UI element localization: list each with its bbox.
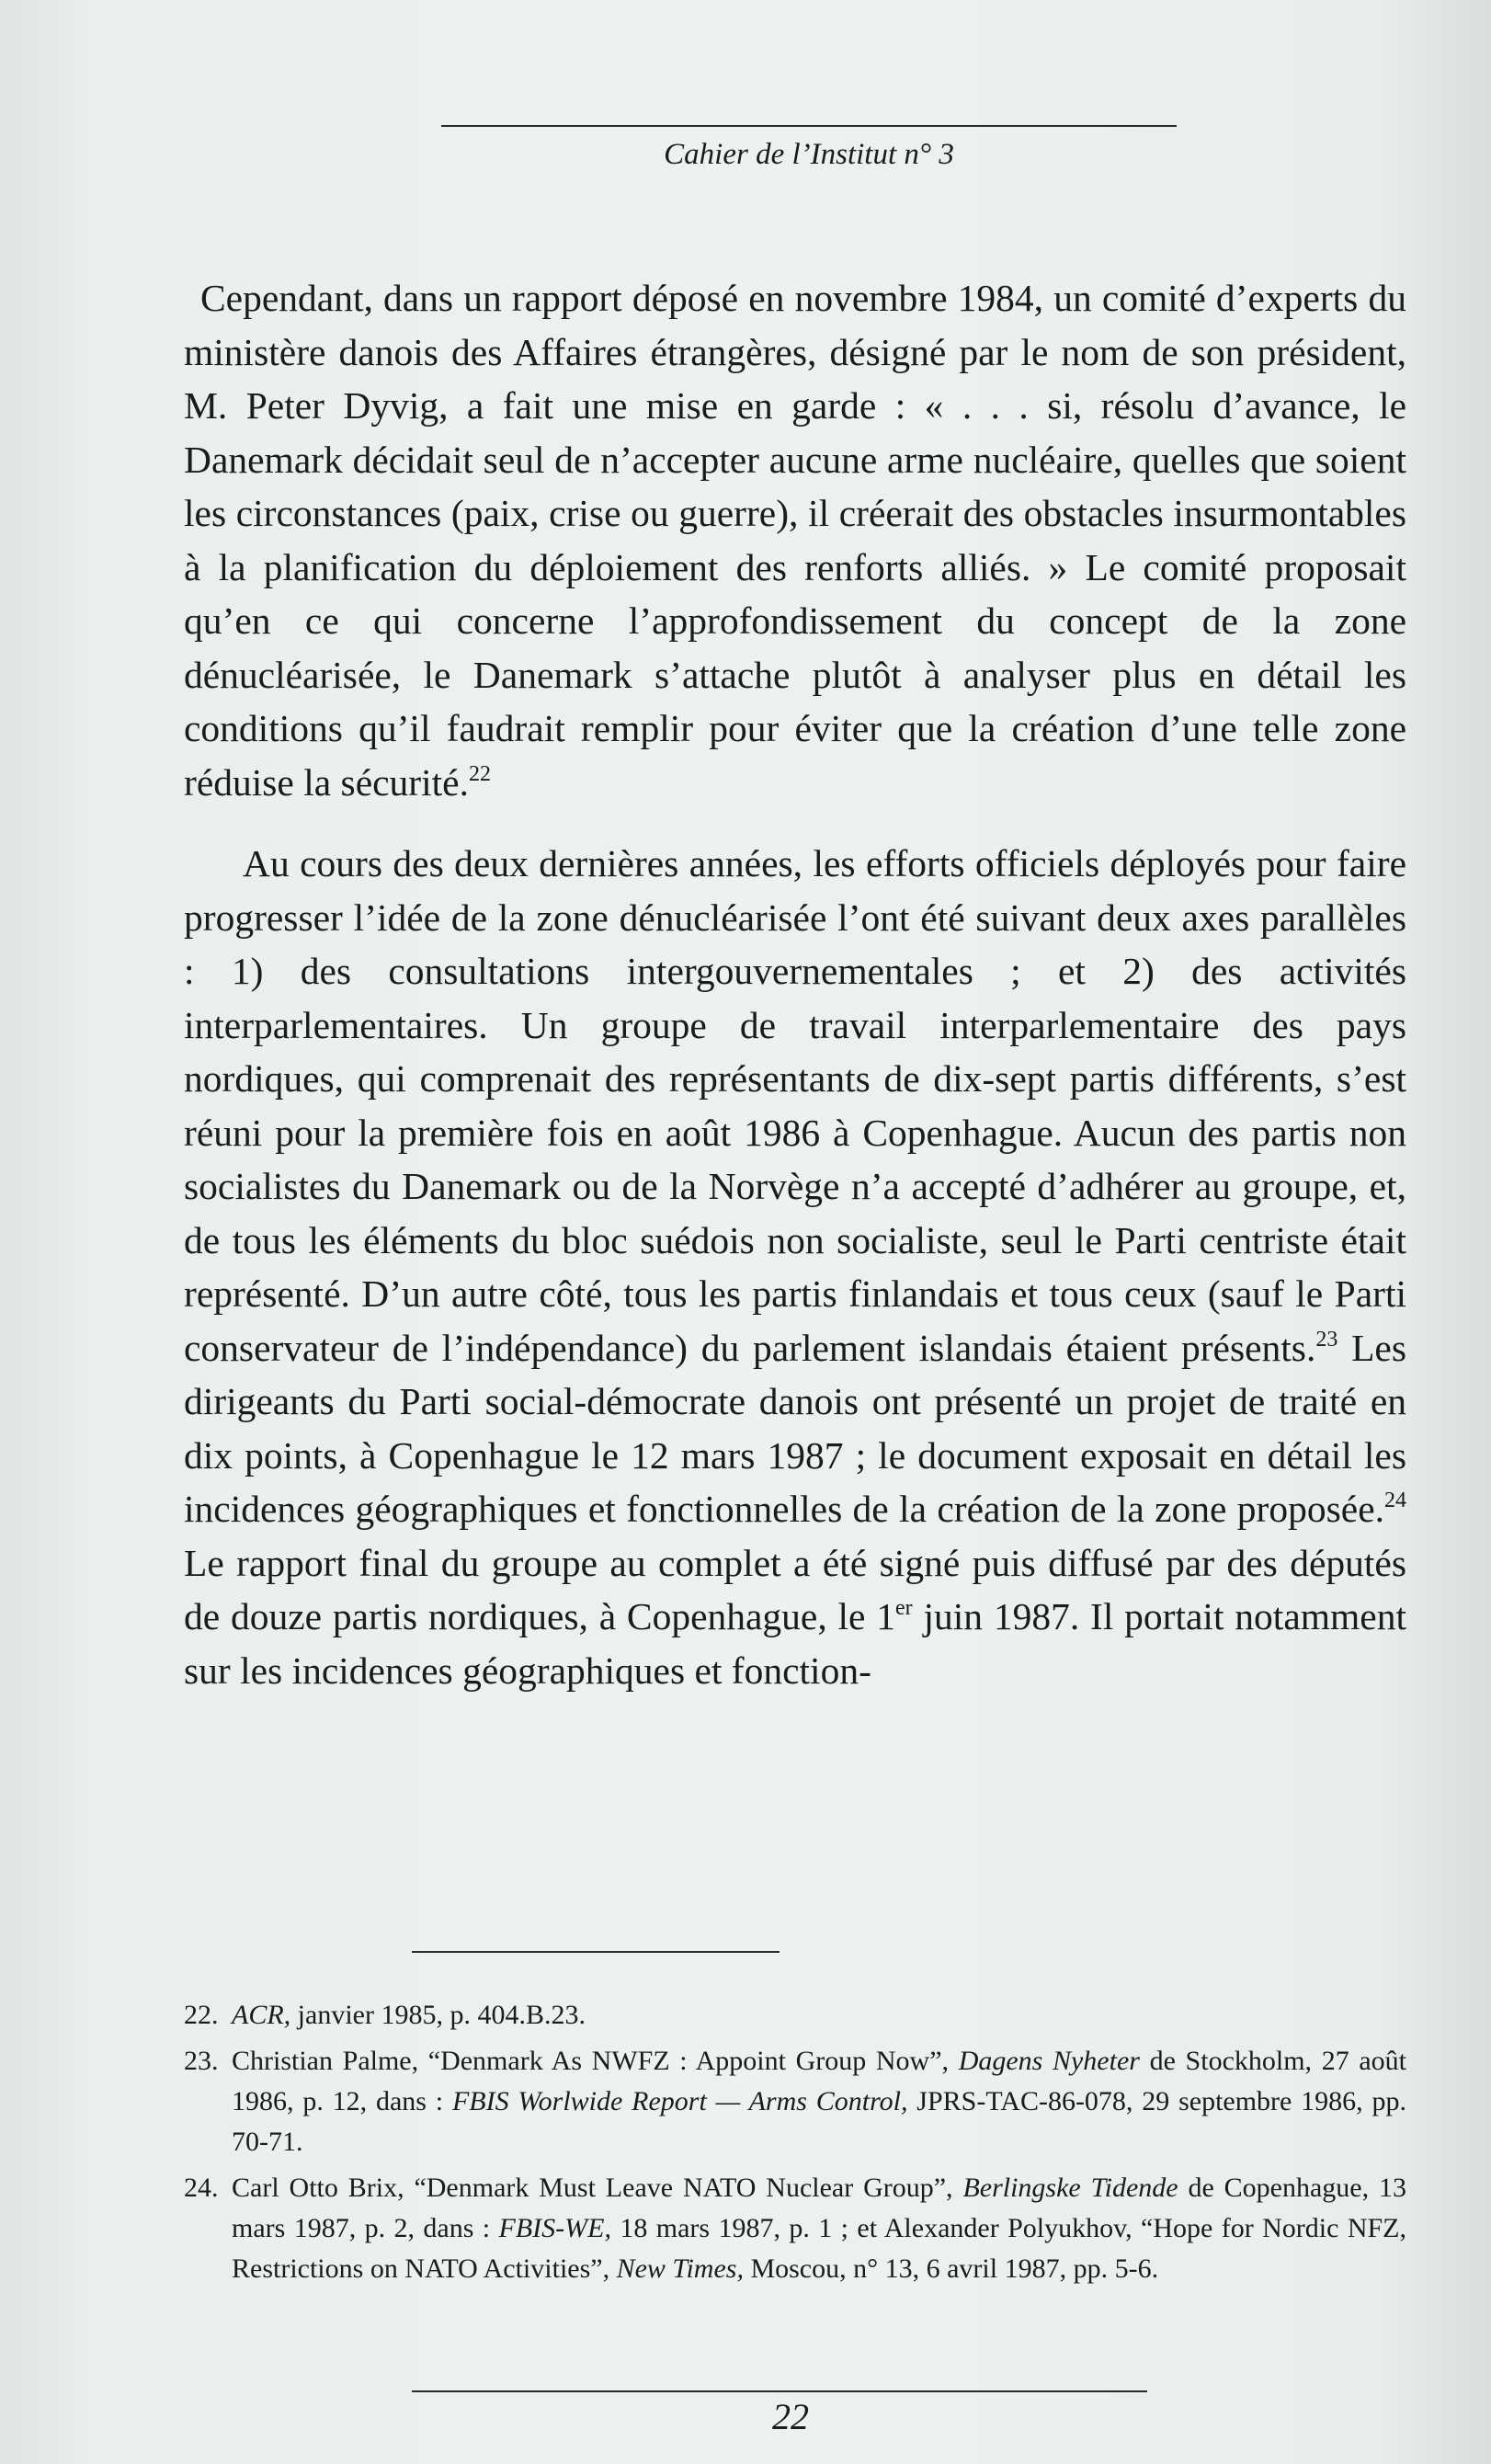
footnote-number: 24. (184, 2173, 219, 2203)
footnote-text-part: de Stockholm, 27 août 1986, p. 12, dans : (232, 2046, 1406, 2116)
footnote-ref-23: 23 (1315, 1327, 1338, 1352)
footnote-text (232, 2041, 1406, 2162)
footnote-source-title: Dagens Nyheter (958, 2046, 1140, 2076)
footnote-text-part: JPRS-TAC-86-078, 29 septembre 1986, pp. 70-71. (232, 2086, 1407, 2157)
footnote-source-title: Berlingske Tidende (962, 2173, 1178, 2203)
footnote-separator (412, 1951, 780, 1953)
footnote-source-title: New Times, (616, 2253, 744, 2284)
footnote-number: 22. (184, 2000, 219, 2030)
header-rule (441, 125, 1177, 127)
footnote-text (232, 1995, 1406, 2036)
footnote-text-part: de Copenhague, 13 mars 1987, p. 2, dans : (232, 2173, 1406, 2243)
footnote-source-title: FBIS-WE, (498, 2213, 611, 2243)
page-number: 22 (772, 2396, 809, 2437)
footnote-text-part: janvier 1985, p. 404.B.23. (290, 2000, 586, 2030)
footnote-source-title: FBIS Worlwide Report — Arms Control, (451, 2086, 908, 2116)
footnote-text-part: Moscou, n° 13, 6 avril 1987, pp. 5-6. (743, 2253, 1159, 2284)
paragraph-2 (184, 837, 1406, 1697)
footnote-ref-22: 22 (468, 761, 491, 786)
footnote-text-part: Christian Palme, “Denmark As NWFZ : Appoint Group Now”, (232, 2046, 959, 2076)
paragraph-2-text-d: juin 1987. Il portait notamment sur les incidences géographiques et fonction- (184, 1595, 1407, 1692)
footnote-ref-24: 24 (1384, 1489, 1406, 1512)
footnote-24 (184, 2168, 1406, 2289)
footnote-text (232, 2168, 1406, 2289)
footnote-text-part: Carl Otto Brix, “Denmark Must Leave NATO Nuclear Group”, (232, 2173, 963, 2203)
footnote-text-part: 18 mars 1987, p. 1 ; et Alexander Polyukhov, “Hope for Nordic NFZ, Restrictions on NATO Activities”, (232, 2213, 1406, 2284)
paragraph-2-text-b: Les dirigeants du Parti social-démocrate danois ont présenté un projet de traité en dix points, à Copenhague le 12 mars 1987 ; le document exposait en détail les incidences géographiques et fonctionnelles de la création de la zone proposée. (184, 1326, 1406, 1530)
footnote-23 (184, 2041, 1406, 2162)
running-header: Cahier de l’Institut n° 3 (664, 138, 954, 171)
footnote-22 (184, 1995, 1406, 2036)
paragraph-2-text-c: Le rapport final du groupe au complet a été signé puis diffusé par des députés de douze partis nordiques, à Copenhague, le 1 (184, 1541, 1406, 1637)
main-text (184, 271, 1406, 1697)
footnote-number: 23. (184, 2046, 219, 2076)
ordinal-superscript: er (895, 1596, 913, 1620)
paragraph-2-text-a: Au cours des deux dernières années, les efforts officiels déployés pour faire progresser l’idée de la zone dénucléarisée l’ont été suivant deux axes parallèles : 1) des consultations intergouvernementales ; et 2) des activités interparlementaires. Un groupe de travail interparlementaire des pays nordiques, qui comprenait des représentants de dix-sept partis différents, s’est réuni pour la première fois en août 1986 à Copenhague. Aucun des partis non socialistes du Danemark ou de la Norvège n’a accepté d’adhérer au groupe, et, de tous les éléments du bloc suédois non socialiste, seul le Parti centriste était représenté. D’un autre côté, tous les partis finlandais et tous ceux (sauf le Parti conservateur de l’indépendance) du parlement islandais étaient présents. (184, 842, 1406, 1369)
paragraph-1 (184, 271, 1406, 809)
footer-rule (412, 2390, 1147, 2392)
footnote-source-title: ACR, (232, 2000, 291, 2030)
paragraph-1-text: Cependant, dans un rapport déposé en novembre 1984, un comité d’experts du ministère danois des Affaires étrangères, désigné par le nom de son président, M. Peter Dyvig, a fait une mise en garde : « . . . si, résolu d’avance, le Danemark décidait seul de n’accepter aucune arme nucléaire, quelles que soient les circonstances (paix, crise ou guerre), il créerait des obstacles insurmontables à la planification du déploiement des renforts alliés. » Le comité proposait qu’en ce qui concerne l’approfondissement du concept de la zone dénucléarisée, le Danemark s’attache plutôt à analyser plus en détail les conditions qu’il faudrait remplir pour éviter que la création d’une telle zone réduise la sécurité. (184, 277, 1406, 804)
footnotes (184, 1995, 1406, 2295)
